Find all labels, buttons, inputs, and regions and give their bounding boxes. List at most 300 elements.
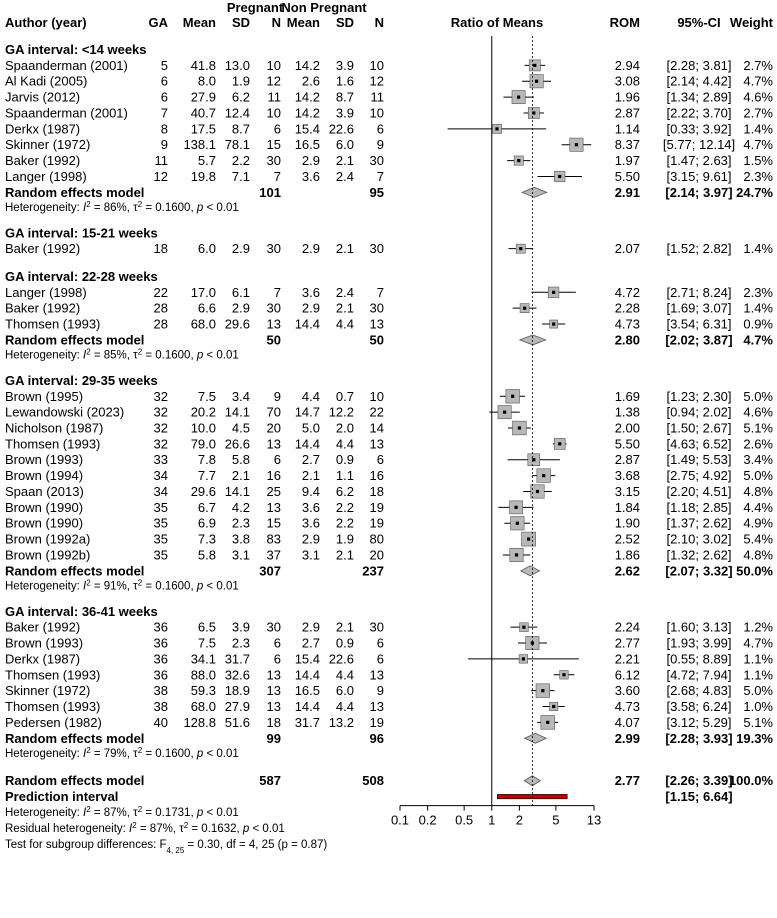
study-point-estimate xyxy=(552,705,555,708)
study-rom: 3.15 xyxy=(614,483,640,499)
header-mean-pregnant: Mean xyxy=(182,15,216,30)
study-mean-pregnant: 27.9 xyxy=(190,89,216,105)
study-n-nonpregnant: 13 xyxy=(369,667,384,683)
subgroup-n-pregnant: 50 xyxy=(266,332,281,348)
study-n-pregnant: 30 xyxy=(266,619,281,635)
heterogeneity-text: Heterogeneity: $I^2 = 79\%$, $\tau^2 = 0.1600$, p < 0.01 xyxy=(5,745,239,760)
study-point-estimate xyxy=(558,442,561,445)
study-mean-nonpregnant: 3.1 xyxy=(301,547,320,563)
group-title: GA interval: 29-35 weeks xyxy=(5,372,158,388)
study-ga: 8 xyxy=(160,121,168,137)
study-author: Baker (1992) xyxy=(5,619,81,635)
header-non-pregnant: Non Pregnant xyxy=(281,0,367,15)
study-mean-pregnant: 10.0 xyxy=(190,420,216,436)
study-author: Lewandowski (2023) xyxy=(5,404,125,420)
study-mean-pregnant: 128.8 xyxy=(183,714,216,730)
study-rom: 5.50 xyxy=(614,168,640,184)
study-n-pregnant: 20 xyxy=(266,420,281,436)
study-point-estimate xyxy=(522,657,525,660)
study-sd-pregnant: 4.5 xyxy=(231,420,250,436)
study-rom: 4.07 xyxy=(614,714,640,730)
x-axis-tick-label: 5 xyxy=(552,812,560,828)
study-weight: 2.7% xyxy=(743,57,773,73)
study-mean-pregnant: 19.8 xyxy=(190,168,216,184)
study-sd-nonpregnant: 3.9 xyxy=(335,105,354,121)
study-sd-nonpregnant: 4.4 xyxy=(335,699,354,715)
study-ci: [1.47; 2.63] xyxy=(666,153,732,169)
x-axis-tick-label: 1 xyxy=(488,812,496,828)
header-mean-nonpregnant: Mean xyxy=(286,15,320,30)
study-author: Spaanderman (2001) xyxy=(5,105,128,121)
study-sd-nonpregnant: 2.1 xyxy=(335,153,354,169)
study-mean-nonpregnant: 5.0 xyxy=(301,420,320,436)
study-ci: [1.23; 2.30] xyxy=(666,388,732,404)
study-ga: 36 xyxy=(153,635,168,651)
study-mean-nonpregnant: 14.2 xyxy=(294,57,320,73)
study-author: Baker (1992) xyxy=(5,241,81,257)
study-sd-nonpregnant: 2.1 xyxy=(335,300,354,316)
study-weight: 4.4% xyxy=(743,499,773,515)
study-mean-nonpregnant: 2.9 xyxy=(301,153,320,169)
study-mean-nonpregnant: 14.2 xyxy=(294,105,320,121)
study-mean-nonpregnant: 2.9 xyxy=(301,619,320,635)
study-sd-nonpregnant: 22.6 xyxy=(328,121,354,137)
subgroup-ci: [2.02; 3.87] xyxy=(665,332,733,348)
study-ga: 5 xyxy=(160,57,168,73)
study-author: Langer (1998) xyxy=(5,168,87,184)
study-weight: 4.6% xyxy=(743,89,773,105)
forest-rows xyxy=(5,42,773,854)
study-n-pregnant: 6 xyxy=(273,452,281,468)
study-point-estimate xyxy=(523,307,526,310)
study-mean-pregnant: 68.0 xyxy=(190,316,216,332)
study-sd-nonpregnant: 2.1 xyxy=(335,619,354,635)
study-author: Jarvis (2012) xyxy=(5,89,81,105)
study-rom: 2.21 xyxy=(614,651,640,667)
x-axis-tick-label: 0.1 xyxy=(390,812,410,828)
study-rom: 1.90 xyxy=(614,515,640,531)
study-n-nonpregnant: 10 xyxy=(369,388,384,404)
study-weight: 4.9% xyxy=(743,515,773,531)
study-ga: 22 xyxy=(153,284,168,300)
study-mean-nonpregnant: 15.4 xyxy=(294,121,320,137)
study-ga: 38 xyxy=(153,699,168,715)
study-author: Baker (1992) xyxy=(5,300,81,316)
study-sd-nonpregnant: 0.9 xyxy=(335,452,354,468)
subgroup-n-nonpregnant: 50 xyxy=(369,332,384,348)
study-author: Pedersen (1982) xyxy=(5,714,102,730)
study-sd-nonpregnant: 22.6 xyxy=(328,651,354,667)
study-sd-pregnant: 4.2 xyxy=(231,499,250,515)
study-sd-nonpregnant: 4.4 xyxy=(335,436,354,452)
subgroup-n-pregnant: 307 xyxy=(259,563,281,579)
study-n-nonpregnant: 6 xyxy=(376,121,384,137)
study-mean-nonpregnant: 3.6 xyxy=(301,515,320,531)
study-n-nonpregnant: 30 xyxy=(369,241,384,257)
study-n-nonpregnant: 6 xyxy=(376,635,384,651)
study-author: Thomsen (1993) xyxy=(5,436,101,452)
study-weight: 4.8% xyxy=(743,547,773,563)
header-ci: 95%-CI xyxy=(677,15,721,30)
study-n-nonpregnant: 16 xyxy=(369,468,384,484)
study-author: Brown (1990) xyxy=(5,499,84,515)
study-sd-pregnant: 2.3 xyxy=(231,515,250,531)
study-rom: 2.00 xyxy=(614,420,640,436)
group-title: GA interval: <14 weeks xyxy=(5,42,147,57)
study-ga: 35 xyxy=(153,531,168,547)
study-ga: 36 xyxy=(153,619,168,635)
study-n-nonpregnant: 14 xyxy=(369,420,384,436)
study-ci: [1.60; 3.13] xyxy=(666,619,732,635)
study-weight: 5.0% xyxy=(743,388,773,404)
study-sd-pregnant: 2.2 xyxy=(231,153,250,169)
study-mean-nonpregnant: 3.6 xyxy=(301,284,320,300)
study-mean-pregnant: 7.3 xyxy=(197,531,216,547)
study-author: Brown (1993) xyxy=(5,635,84,651)
study-rom: 5.50 xyxy=(614,436,640,452)
study-n-pregnant: 30 xyxy=(266,153,281,169)
study-mean-nonpregnant: 2.6 xyxy=(301,73,320,89)
study-author: Brown (1990) xyxy=(5,515,84,531)
study-sd-pregnant: 2.1 xyxy=(231,468,250,484)
group-title: GA interval: 15-21 weeks xyxy=(5,225,158,241)
heterogeneity-text: Heterogeneity: $I^2 = 87\%$, $\tau^2 = 0.1731$, p < 0.01 xyxy=(5,804,239,820)
study-ga: 9 xyxy=(160,137,168,153)
study-sd-nonpregnant: 1.1 xyxy=(335,468,354,484)
subgroup-weight: 24.7% xyxy=(736,184,773,200)
study-point-estimate xyxy=(527,537,530,540)
study-author: Nicholson (1987) xyxy=(5,420,104,436)
overall-ci: [2.26; 3.39] xyxy=(665,773,733,789)
study-n-nonpregnant: 13 xyxy=(369,316,384,332)
study-mean-pregnant: 40.7 xyxy=(190,105,216,121)
header-n-pregnant: N xyxy=(271,15,281,30)
subgroup-rom: 2.99 xyxy=(614,730,640,746)
subgroup-ci: [2.14; 3.97] xyxy=(665,184,733,200)
study-weight: 5.1% xyxy=(743,714,773,730)
study-author: Derkx (1987) xyxy=(5,121,81,137)
study-sd-pregnant: 3.4 xyxy=(231,388,250,404)
study-n-pregnant: 83 xyxy=(266,531,281,547)
study-rom: 2.87 xyxy=(614,105,640,121)
study-weight: 1.0% xyxy=(743,699,773,715)
study-point-estimate xyxy=(511,395,514,398)
study-rom: 6.12 xyxy=(614,667,640,683)
study-rom: 4.73 xyxy=(614,316,640,332)
overall-rom: 2.77 xyxy=(614,773,640,789)
study-author: Spaanderman (2001) xyxy=(5,57,128,73)
study-point-estimate xyxy=(518,426,521,429)
study-ci: [4.72; 7.94] xyxy=(666,667,732,683)
study-sd-nonpregnant: 0.9 xyxy=(335,635,354,651)
study-author: Derkx (1987) xyxy=(5,651,81,667)
study-ga: 34 xyxy=(153,483,168,499)
heterogeneity-text: Heterogeneity: $I^2 = 91\%$, $\tau^2 = 0.1600$, p < 0.01 xyxy=(5,577,239,593)
study-n-pregnant: 6 xyxy=(273,635,281,651)
subgroup-summary-label: Random effects model xyxy=(5,332,145,348)
study-ga: 33 xyxy=(153,452,168,468)
study-n-nonpregnant: 30 xyxy=(369,619,384,635)
study-mean-nonpregnant: 2.7 xyxy=(301,635,320,651)
study-sd-pregnant: 2.3 xyxy=(231,635,250,651)
study-ci: [5.77; 12.14] xyxy=(662,137,736,153)
study-ci: [3.15; 9.61] xyxy=(666,168,732,184)
study-sd-pregnant: 14.1 xyxy=(224,404,250,420)
study-n-pregnant: 13 xyxy=(266,683,281,699)
study-ga: 38 xyxy=(153,683,168,699)
study-ga: 18 xyxy=(153,241,168,257)
subgroup-diamond xyxy=(522,187,547,197)
study-rom: 2.77 xyxy=(614,635,640,651)
study-sd-nonpregnant: 8.7 xyxy=(335,89,354,105)
study-sd-pregnant: 27.9 xyxy=(224,699,250,715)
subgroup-n-nonpregnant: 95 xyxy=(369,184,384,200)
study-ci: [1.93; 3.99] xyxy=(666,635,732,651)
study-rom: 4.72 xyxy=(614,284,640,300)
study-sd-pregnant: 32.6 xyxy=(224,667,250,683)
subgroup-summary-label: Random effects model xyxy=(5,184,145,200)
study-weight: 5.0% xyxy=(743,468,773,484)
study-mean-pregnant: 5.7 xyxy=(197,153,216,169)
study-point-estimate xyxy=(546,721,549,724)
study-ci: [2.75; 4.92] xyxy=(666,468,732,484)
study-mean-nonpregnant: 14.4 xyxy=(294,316,320,332)
study-ga: 36 xyxy=(153,667,168,683)
prediction-interval-label: Prediction interval xyxy=(5,789,119,805)
study-ci: [2.71; 8.24] xyxy=(666,284,732,300)
study-n-nonpregnant: 12 xyxy=(369,73,384,89)
study-weight: 5.4% xyxy=(743,531,773,547)
study-ci: [3.58; 6.24] xyxy=(666,699,732,715)
study-author: Skinner (1972) xyxy=(5,683,91,699)
study-point-estimate xyxy=(503,411,506,414)
study-mean-nonpregnant: 16.5 xyxy=(294,683,320,699)
study-sd-pregnant: 13.0 xyxy=(224,57,250,73)
subgroup-n-pregnant: 101 xyxy=(259,184,281,200)
study-sd-pregnant: 6.1 xyxy=(231,284,250,300)
study-sd-pregnant: 12.4 xyxy=(224,105,250,121)
study-rom: 2.52 xyxy=(614,531,640,547)
study-point-estimate xyxy=(514,506,517,509)
study-point-estimate xyxy=(562,673,565,676)
overall-n-pregnant: 587 xyxy=(259,773,281,789)
study-n-pregnant: 13 xyxy=(266,667,281,683)
study-weight: 1.4% xyxy=(743,121,773,137)
study-n-pregnant: 10 xyxy=(266,105,281,121)
study-author: Baker (1992) xyxy=(5,153,81,169)
study-rom: 2.94 xyxy=(614,57,640,73)
study-rom: 2.28 xyxy=(614,300,640,316)
subgroup-weight: 4.7% xyxy=(743,332,773,348)
study-n-pregnant: 18 xyxy=(266,714,281,730)
header-sd-nonpregnant: SD xyxy=(335,15,354,30)
study-weight: 1.1% xyxy=(743,651,773,667)
study-n-pregnant: 15 xyxy=(266,137,281,153)
study-n-nonpregnant: 19 xyxy=(369,499,384,515)
study-mean-nonpregnant: 4.4 xyxy=(301,388,320,404)
study-sd-pregnant: 8.7 xyxy=(231,121,250,137)
study-point-estimate xyxy=(575,143,578,146)
study-mean-pregnant: 6.6 xyxy=(197,300,216,316)
subgroup-rom: 2.62 xyxy=(614,563,640,579)
subgroup-n-pregnant: 99 xyxy=(266,730,281,746)
study-mean-nonpregnant: 14.4 xyxy=(294,667,320,683)
study-ga: 32 xyxy=(153,404,168,420)
study-sd-pregnant: 2.9 xyxy=(231,241,250,257)
study-sd-nonpregnant: 6.0 xyxy=(335,137,354,153)
study-author: Al Kadi (2005) xyxy=(5,73,88,89)
study-sd-nonpregnant: 0.7 xyxy=(335,388,354,404)
study-mean-pregnant: 79.0 xyxy=(190,436,216,452)
study-point-estimate xyxy=(495,127,498,130)
study-n-nonpregnant: 13 xyxy=(369,436,384,452)
study-sd-nonpregnant: 2.2 xyxy=(335,515,354,531)
header-pregnant: Pregnant xyxy=(226,0,284,15)
study-mean-nonpregnant: 14.2 xyxy=(294,89,320,105)
study-ci: [4.63; 6.52] xyxy=(666,436,732,452)
study-point-estimate xyxy=(535,80,538,83)
study-mean-nonpregnant: 31.7 xyxy=(294,714,320,730)
overall-summary-label: Random effects model xyxy=(5,773,145,789)
study-mean-nonpregnant: 3.6 xyxy=(301,499,320,515)
study-point-estimate xyxy=(517,159,520,162)
study-point-estimate xyxy=(541,689,544,692)
study-weight: 1.5% xyxy=(743,153,773,169)
x-axis-tick-label: 0.2 xyxy=(418,812,437,828)
study-author: Skinner (1972) xyxy=(5,137,91,153)
study-rom: 1.69 xyxy=(614,388,640,404)
study-sd-pregnant: 3.9 xyxy=(231,619,250,635)
study-mean-pregnant: 7.8 xyxy=(197,452,216,468)
study-point-estimate xyxy=(542,474,545,477)
study-mean-pregnant: 17.0 xyxy=(190,284,216,300)
study-ci: [2.20; 4.51] xyxy=(666,483,732,499)
study-ga: 28 xyxy=(153,300,168,316)
study-author: Langer (1998) xyxy=(5,284,87,300)
study-weight: 0.9% xyxy=(743,316,773,332)
subgroup-weight: 19.3% xyxy=(736,730,773,746)
study-n-pregnant: 6 xyxy=(273,651,281,667)
study-rom: 1.38 xyxy=(614,404,640,420)
study-n-pregnant: 10 xyxy=(266,57,281,73)
x-axis-tick-label: 0.5 xyxy=(455,812,474,828)
study-mean-pregnant: 17.5 xyxy=(190,121,216,137)
study-mean-pregnant: 6.9 xyxy=(197,515,216,531)
x-axis-tick-label: 2 xyxy=(515,812,524,828)
study-n-pregnant: 11 xyxy=(267,89,281,105)
study-weight: 1.2% xyxy=(743,619,773,635)
study-sd-pregnant: 2.9 xyxy=(231,300,250,316)
study-ci: [2.22; 3.70] xyxy=(666,105,732,121)
study-rom: 1.14 xyxy=(614,121,640,137)
overall-weight: 100.0% xyxy=(728,773,773,789)
study-weight: 2.7% xyxy=(743,105,773,121)
subgroup-rom: 2.91 xyxy=(614,184,640,200)
x-axis-tick-label: 13 xyxy=(586,812,602,828)
study-mean-nonpregnant: 3.6 xyxy=(301,168,320,184)
study-n-nonpregnant: 30 xyxy=(369,153,384,169)
study-mean-pregnant: 6.5 xyxy=(197,619,216,635)
study-sd-pregnant: 14.1 xyxy=(224,483,250,499)
study-point-estimate xyxy=(552,322,555,325)
study-ga: 35 xyxy=(153,499,168,515)
study-ga: 35 xyxy=(153,547,168,563)
subgroup-diamond xyxy=(521,566,540,576)
study-point-estimate xyxy=(515,553,518,556)
study-ga: 32 xyxy=(153,420,168,436)
study-sd-nonpregnant: 2.1 xyxy=(335,547,354,563)
study-weight: 2.3% xyxy=(743,284,773,300)
study-sd-nonpregnant: 3.9 xyxy=(335,57,354,73)
study-weight: 4.8% xyxy=(743,483,773,499)
header-sd-pregnant: SD xyxy=(231,15,250,30)
study-author: Spaan (2013) xyxy=(5,483,84,499)
study-n-pregnant: 9 xyxy=(273,388,281,404)
study-n-nonpregnant: 18 xyxy=(369,483,384,499)
study-point-estimate xyxy=(517,96,520,99)
study-n-pregnant: 13 xyxy=(266,499,281,515)
study-n-pregnant: 16 xyxy=(266,468,281,484)
study-rom: 4.73 xyxy=(614,699,640,715)
study-ci: [0.94; 2.02] xyxy=(666,404,732,420)
study-sd-pregnant: 3.8 xyxy=(231,531,250,547)
study-author: Thomsen (1993) xyxy=(5,316,101,332)
study-weight: 2.6% xyxy=(743,436,773,452)
study-n-pregnant: 12 xyxy=(266,73,281,89)
study-weight: 5.1% xyxy=(743,420,773,436)
study-sd-pregnant: 3.1 xyxy=(231,547,250,563)
study-ga: 11 xyxy=(154,153,168,169)
study-ci: [1.69; 3.07] xyxy=(666,300,732,316)
study-sd-nonpregnant: 2.0 xyxy=(335,420,354,436)
header-author: Author (year) xyxy=(5,15,87,30)
study-n-nonpregnant: 7 xyxy=(376,284,384,300)
study-sd-nonpregnant: 4.4 xyxy=(335,667,354,683)
study-author: Brown (1992a) xyxy=(5,531,91,547)
study-sd-pregnant: 78.1 xyxy=(224,137,250,153)
study-weight: 4.7% xyxy=(743,73,773,89)
group-title: GA interval: 22-28 weeks xyxy=(5,268,158,284)
heterogeneity-text: Heterogeneity: $I^2 = 86\%$, $\tau^2 = 0.1600$, p < 0.01 xyxy=(5,199,239,214)
study-ga: 34 xyxy=(153,468,168,484)
study-ga: 32 xyxy=(153,436,168,452)
study-ci: [1.32; 2.62] xyxy=(666,547,732,563)
study-mean-pregnant: 6.0 xyxy=(197,241,216,257)
study-rom: 8.37 xyxy=(614,137,640,153)
study-rom: 3.08 xyxy=(614,73,640,89)
study-rom: 1.96 xyxy=(614,89,640,105)
subgroup-diamond xyxy=(525,733,547,743)
study-n-pregnant: 13 xyxy=(266,699,281,715)
study-author: Thomsen (1993) xyxy=(5,699,101,715)
subgroup-summary-label: Random effects model xyxy=(5,563,145,579)
study-n-pregnant: 6 xyxy=(273,121,281,137)
study-mean-nonpregnant: 9.4 xyxy=(301,483,320,499)
study-n-nonpregnant: 30 xyxy=(369,300,384,316)
study-point-estimate xyxy=(516,522,519,525)
study-sd-nonpregnant: 2.4 xyxy=(335,168,354,184)
study-weight: 2.3% xyxy=(743,168,773,184)
study-mean-pregnant: 6.7 xyxy=(197,499,216,515)
study-ga: 36 xyxy=(153,651,168,667)
header-rom: ROM xyxy=(609,15,640,30)
study-n-pregnant: 7 xyxy=(273,168,281,184)
study-n-pregnant: 30 xyxy=(266,300,281,316)
study-author: Brown (1995) xyxy=(5,388,84,404)
study-ci: [1.34; 2.89] xyxy=(666,89,732,105)
heterogeneity-text: Residual heterogeneity: $I^2 = 87\%$, $\tau^2 = 0.1632$, p < 0.01 xyxy=(5,820,285,836)
study-ci: [2.10; 3.02] xyxy=(666,531,732,547)
